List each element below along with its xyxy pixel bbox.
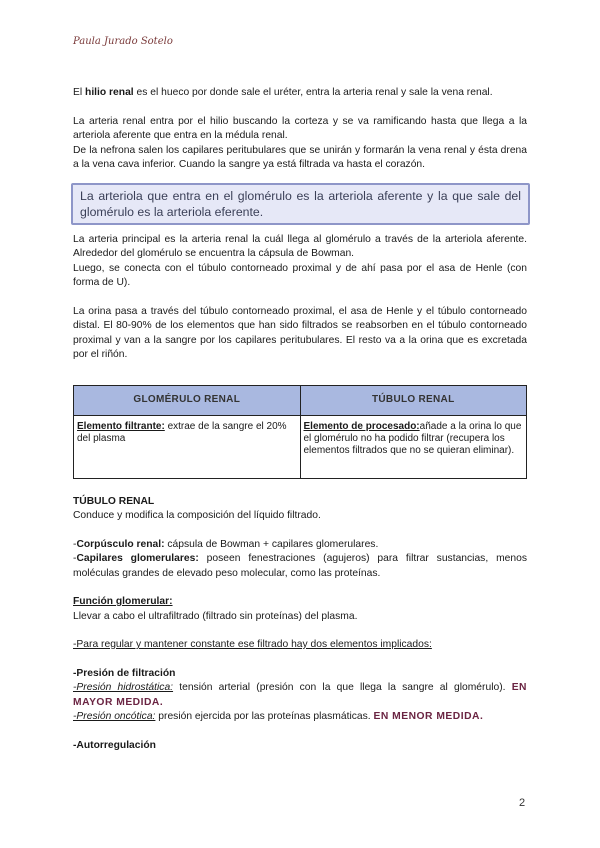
hilio-paragraph: El hilio renal es el hueco por donde sale el uréter, entra la arteria renal y sale la vena renal. bbox=[73, 87, 493, 98]
table-cell-tubulo: Elemento de procesado:añade a la orina lo que el glomérulo no ha podido filtrar (recupera los elementos filtrados que no se quieran eliminar). bbox=[300, 415, 527, 478]
corpusculo-item: -Corpúsculo renal: cápsula de Bowman + capilares glomerulares. bbox=[73, 538, 379, 550]
autorregulacion-title: -Autorregulación bbox=[73, 739, 156, 751]
tubulo-text: Conduce y modifica la composición del líquido filtrado. bbox=[73, 510, 321, 521]
table-header-tubulo: TÚBULO RENAL bbox=[300, 385, 527, 415]
presion-hidrostatica: -Presión hidrostática: tensión arterial (presión con la que llega la sangre al glomérulo). EN MAYOR MEDIDA. bbox=[73, 682, 527, 708]
tubulo-conexion-paragraph: Luego, se conecta con el túbulo contorneado proximal y de ahí pasa por el asa de Henle (con forma de U). bbox=[73, 262, 527, 288]
page-header-author: Paula Jurado Sotelo bbox=[73, 36, 173, 47]
nefrona-paragraph: De la nefrona salen los capilares peritubulares que se unirán y formarán la vena renal y ésta drena a la vena cava inferior. Cuando la sangre ya está filtrada va hasta el corazón. bbox=[73, 144, 527, 170]
arteria-principal-paragraph: La arteria principal es la arteria renal la cuál llega al glomérulo a través de la arteriola aferente. Alrededor del glomérulo se encuentra la cápsula de Bowman. bbox=[73, 233, 527, 259]
hilio-term: hilio renal bbox=[85, 87, 134, 98]
page-content bbox=[73, 86, 527, 753]
arteria-renal-paragraph: La arteria renal entra por el hilio buscando la corteza y se va ramificando hasta que llega a la arteriola aferente que entra en la médula renal. bbox=[73, 115, 527, 141]
comparison-table bbox=[73, 385, 527, 479]
funcion-text: Llevar a cabo el ultrafiltrado (filtrado sin proteínas) del plasma. bbox=[73, 610, 358, 622]
presion-oncotica: -Presión oncótica: presión ejercida por las proteínas plasmáticas. EN MENOR MEDIDA. bbox=[73, 711, 484, 722]
regular-line: -Para regular y mantener constante ese filtrado hay dos elementos implicados: bbox=[73, 639, 432, 650]
page-number: 2 bbox=[519, 797, 526, 809]
highlight-box: La arteriola que entra en el glomérulo es la arteriola aferente y la que sale del glomérulo es la arteriola eferente. bbox=[71, 183, 530, 225]
orina-paragraph: La orina pasa a través del túbulo contorneado proximal, el asa de Henle y el túbulo contorneado distal. El 80-90% de los elementos que han sido filtrados se reabsorben en el túbulo contorneado proximal y van a la sangre por los capilares peritubulares. El resto va a la orina que es excretada por el riñón. bbox=[73, 305, 527, 360]
table-header-glomerulo: GLOMÉRULO RENAL bbox=[74, 385, 301, 415]
capilares-item: -Capilares glomerulares: poseen fenestraciones (agujeros) para filtrar sustancias, menos moléculas grandes de elevado peso molecular, como las proteínas. bbox=[73, 553, 527, 579]
funcion-title: Función glomerular: bbox=[73, 596, 173, 607]
tubulo-title: TÚBULO RENAL bbox=[73, 495, 155, 507]
table-cell-glomerulo: Elemento filtrante: extrae de la sangre el 20% del plasma bbox=[74, 415, 301, 478]
presion-title: -Presión de filtración bbox=[73, 667, 176, 679]
